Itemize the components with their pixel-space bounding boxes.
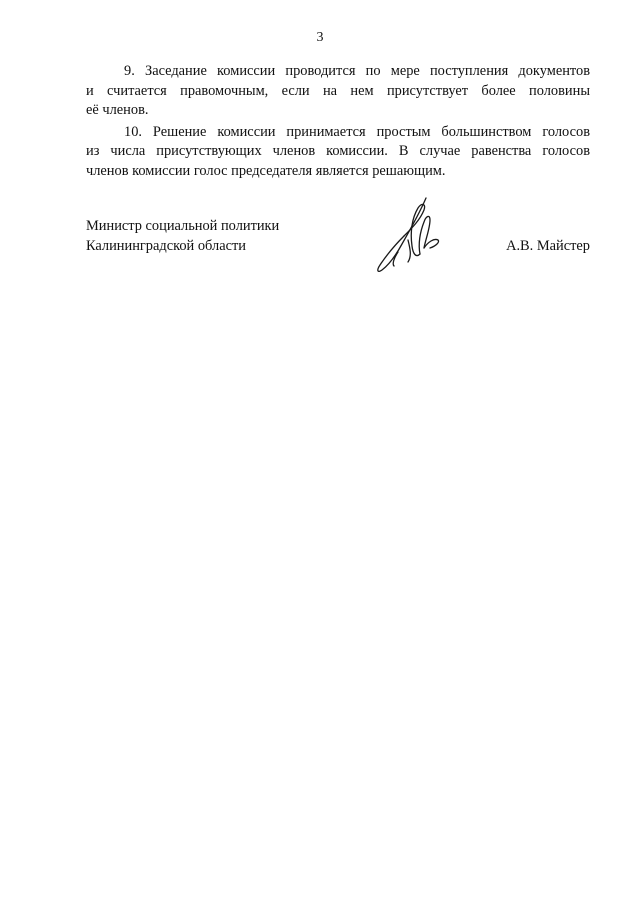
paragraph-line: членов комиссии голос председателя является решающим. bbox=[86, 162, 446, 179]
page-number: 3 bbox=[316, 30, 324, 45]
signer-position-line: Калининградской области bbox=[86, 238, 246, 254]
signer-name: А.В. Майстер bbox=[506, 238, 590, 254]
paragraph-line: и считается правомочным, если на нем присутствует более половины bbox=[86, 82, 590, 99]
paragraph-line: 9. Заседание комиссии проводится по мере поступления документов bbox=[124, 63, 590, 79]
signer-position-line: Министр социальной политики bbox=[86, 218, 280, 234]
paragraph-item-9 bbox=[86, 62, 590, 121]
signer-position bbox=[86, 216, 279, 256]
paragraph-line: из числа присутствующих членов комиссии. В случае равенства голосов bbox=[86, 143, 590, 159]
handwritten-signature-image bbox=[368, 192, 458, 278]
paragraph-item-10 bbox=[86, 123, 590, 182]
paragraph-line: её членов. bbox=[86, 102, 149, 118]
signature-block bbox=[86, 216, 590, 286]
document-body bbox=[86, 62, 590, 183]
paragraph-line: 10. Решение комиссии принимается простым большинством голосов bbox=[124, 123, 590, 140]
